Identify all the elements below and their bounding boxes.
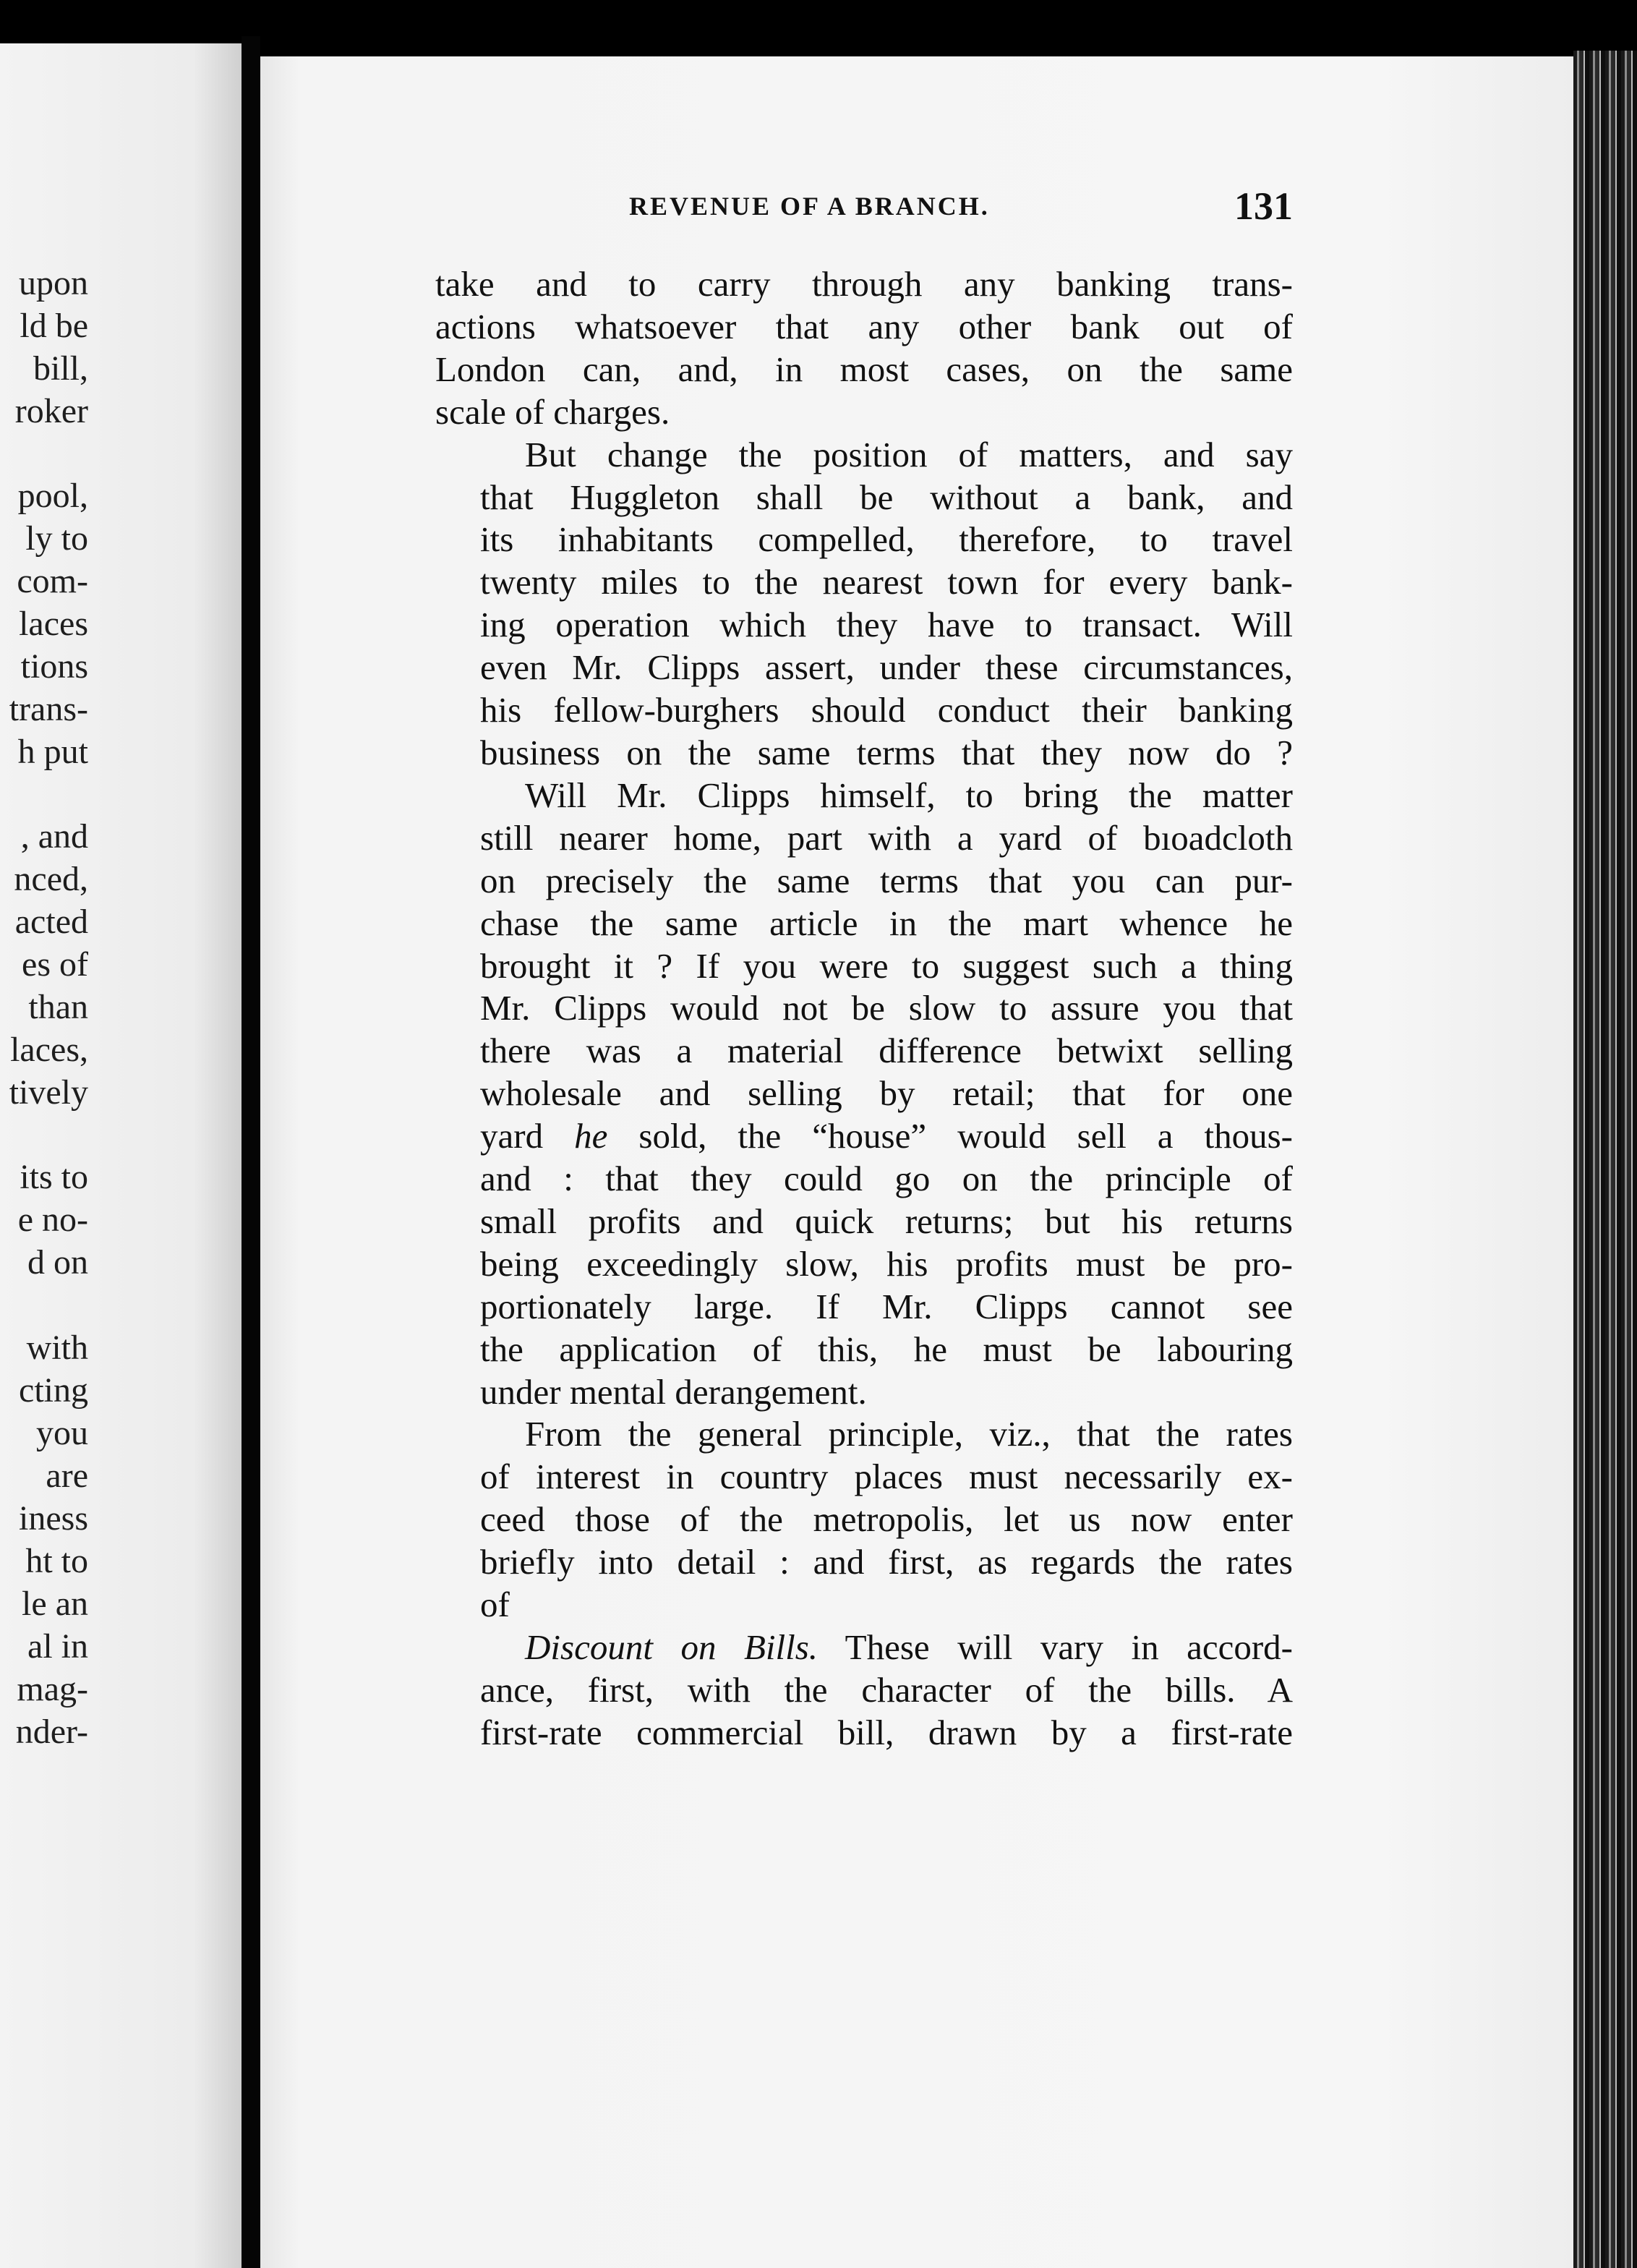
facing-page-line: tions	[20, 647, 88, 686]
text-line: small profits and quick returns; but his returns	[480, 1201, 1293, 1241]
text-line: briefly into detail : and first, as regards the rates	[480, 1542, 1293, 1582]
facing-page-line: ld be	[20, 307, 88, 345]
text-line: there was a material difference betwixt selling	[480, 1031, 1293, 1071]
text-line: From the general principle, viz., that the rates	[525, 1414, 1293, 1454]
facing-page-line: roker	[14, 392, 88, 430]
facing-page-line: le an	[22, 1585, 88, 1623]
text-line: business on the same terms that they now do ?	[480, 732, 1293, 772]
facing-page-line: nder-	[15, 1713, 88, 1751]
facing-page-line: acted	[14, 903, 88, 941]
text-line: portionately large. If Mr. Clipps cannot see	[480, 1286, 1293, 1326]
facing-page-line: h put	[17, 733, 88, 771]
italic-heading: Discount on Bills.	[525, 1627, 818, 1667]
text-line: that Huggleton shall be without a bank, and	[480, 477, 1293, 517]
facing-page-line: e no-	[17, 1201, 88, 1239]
text-line: his fellow-burghers should conduct their banking	[480, 690, 1293, 730]
running-title: REVENUE OF A BRANCH.	[629, 192, 990, 221]
facing-page-text	[0, 0, 88, 2268]
text-line: under mental derangement.	[480, 1371, 867, 1412]
paragraph	[435, 434, 1293, 775]
facing-page-line: tively	[9, 1073, 88, 1112]
text-line: its inhabitants compelled, therefore, to travel	[480, 519, 1293, 560]
text-run: sold, the “house” would sell a thous-	[607, 1116, 1293, 1156]
paragraph	[435, 1627, 1293, 1755]
italic-word: he	[574, 1116, 608, 1156]
text-line: and : that they could go on the principle of	[480, 1159, 1293, 1199]
facing-page-line: ly to	[25, 519, 88, 558]
text-run: yard	[480, 1116, 575, 1156]
facing-page-line: cting	[19, 1371, 88, 1410]
facing-page-line: laces	[19, 605, 88, 643]
text-line: brought it ? If you were to suggest such a thing	[480, 945, 1293, 986]
text-line: scale of charges.	[435, 391, 670, 432]
facing-page-line: , and	[20, 817, 88, 856]
text-line: ing operation which they have to transact. Will	[480, 605, 1293, 645]
text-line: twenty miles to the nearest town for every bank-	[480, 562, 1293, 602]
facing-page-line: com-	[17, 562, 88, 600]
text-line: actions whatsoever that any other bank out of	[435, 306, 1293, 346]
facing-page-line: than	[28, 988, 88, 1026]
text-run: These will vary in accord-	[818, 1627, 1293, 1667]
facing-page-line: iness	[19, 1499, 88, 1538]
text-line: the application of this, he must be labouring	[480, 1329, 1293, 1369]
facing-page-line: mag-	[17, 1670, 88, 1708]
text-line: London can, and, in most cases, on the same	[435, 349, 1293, 389]
text-line: ance, first, with the character of the bills. A	[480, 1669, 1293, 1710]
facing-page-line: with	[26, 1329, 88, 1367]
body-text	[435, 263, 1293, 1755]
text-line: take and to carry through any banking trans-	[435, 264, 1293, 304]
text-line: But change the position of matters, and say	[525, 434, 1293, 474]
facing-page-line: ht to	[25, 1542, 88, 1580]
text-line	[435, 1115, 1293, 1158]
text-line: of	[480, 1585, 510, 1625]
page-edges	[1573, 51, 1637, 2268]
page-number: 131	[1234, 184, 1293, 228]
text-line: of interest in country places must necessarily ex-	[480, 1457, 1293, 1497]
facing-page-line: upon	[19, 264, 88, 302]
facing-page-line: pool,	[17, 477, 88, 515]
facing-page-line: are	[46, 1457, 88, 1495]
text-line: being exceedingly slow, his profits must be pro-	[480, 1243, 1293, 1284]
facing-page-line: nced,	[14, 860, 88, 898]
text-line: even Mr. Clipps assert, under these circumstances,	[480, 647, 1293, 688]
paragraph	[435, 775, 1293, 1414]
facing-page-line: its to	[20, 1158, 88, 1196]
facing-page-line: you	[36, 1414, 88, 1452]
text-line: still nearer home, part with a yard of bıoadcloth	[480, 817, 1293, 858]
text-line: Will Mr. Clipps himself, to bring the matter	[525, 775, 1293, 815]
text-line: ceed those of the metropolis, let us now enter	[480, 1499, 1293, 1540]
text-line: Mr. Clipps would not be slow to assure you that	[480, 988, 1293, 1028]
facing-page-line: d on	[27, 1243, 88, 1282]
facing-page-line: al in	[27, 1627, 88, 1666]
text-line: on precisely the same terms that you can pur-	[480, 860, 1293, 900]
text-line: chase the same article in the mart whence he	[480, 903, 1293, 943]
paragraph	[435, 263, 1293, 434]
facing-page-line: bill,	[33, 349, 88, 388]
running-head	[629, 184, 1293, 227]
text-line: first-rate commercial bill, drawn by a first-rate	[480, 1712, 1293, 1752]
book-gutter	[242, 36, 260, 2268]
paragraph	[435, 1413, 1293, 1627]
facing-page-line: es of	[22, 945, 88, 984]
facing-page-line: laces,	[10, 1031, 88, 1069]
text-line: wholesale and selling by retail; that for one	[480, 1073, 1293, 1114]
facing-page-line: trans-	[9, 690, 88, 728]
text-line	[435, 1627, 1293, 1669]
